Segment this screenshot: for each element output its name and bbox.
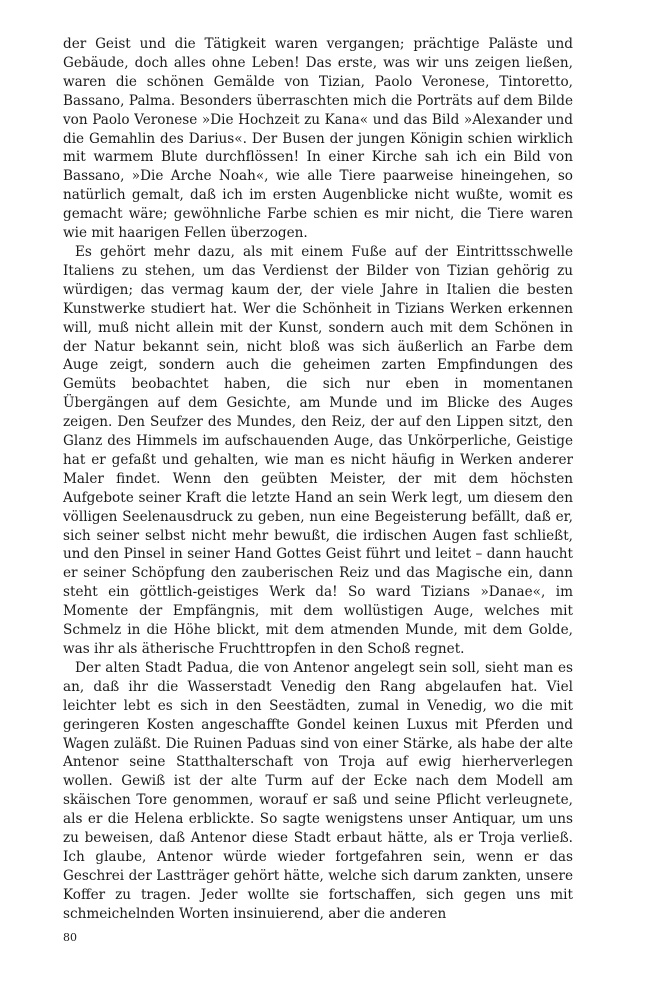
page-number: 80 bbox=[63, 931, 77, 944]
page-body bbox=[63, 35, 573, 924]
paragraph-1: der Geist und die Tätigkeit waren vergangen; prächtige Paläste und Gebäude, doch alles ohne Leben! Das erste, was wir uns zeigen ließen, waren die schönen Gemälde von Tizian, Paolo Veronese, Tintoretto, Bassano, Palma. Besonders überraschten mich die Porträts auf dem Bilde von Paolo Veronese »Die Hochzeit zu Kana« und das Bild »Alexander und die Gemahlin des Darius«. Der Busen der jungen Königin schien wirklich mit warmem Blute durchflössen! In einer Kirche sah ich ein Bild von Bassano, »Die Arche Noah«, wie alle Tiere paarweise hineingehen, so natürlich gemalt, daß ich im ersten Augenblicke nicht wußte, womit es gemacht wäre; gewöhnliche Farbe schien es mir nicht, die Tiere waren wie mit haarigen Fellen überzogen. bbox=[63, 36, 573, 242]
paragraph-2: Es gehört mehr dazu, als mit einem Fuße auf der Eintrittsschwelle Italiens zu stehen, um das Verdienst der Bilder von Tizian gehörig zu würdigen; das vermag kaum der, der viele Jahre in Italien die besten Kunstwerke studiert hat. Wer die Schönheit in Tizians Werken erkennen will, muß nicht allein mit der Kunst, sondern auch mit dem Schönen in der Natur bekannt sein, nicht bloß was sich äußerlich an Farbe dem Auge zeigt, sondern auch die geheimen zarten Empfindungen des Gemüts beobachtet haben, die sich nur eben in momentanen Übergängen auf dem Gesichte, am Munde und im Blicke des Auges zeigen. Den Seufzer des Mundes, den Reiz, der auf den Lippen sitzt, den Glanz des Himmels im aufschauenden Auge, das Unkörperliche, Geistige hat er gefaßt und gehalten, wie man es nicht häufig in Werken anderer Maler findet. Wenn den geübten Meister, der mit dem höchsten Aufgebote seiner Kraft die letzte Hand an sein Werk legt, um diesem den völligen Seelenausdruck zu geben, nun eine Begeisterung befällt, daß er, sich seiner selbst nicht mehr bewußt, die irdischen Augen fast schließt, und den Pinsel in seiner Hand Gottes Geist führt und leitet – dann haucht er seiner Schöpfung den zauberischen Reiz und das Magische ein, dann steht ein göttlich-geistiges Werk da! So ward Tizians »Danae«, im Momente der Empfängnis, mit dem wollüstigen Auge, welches mit Schmelz in die Höhe blickt, mit dem atmenden Munde, mit dem Golde, was ihr als ätherische Fruchttropfen in den Schoß regnet. bbox=[63, 243, 573, 657]
paragraph-3: Der alten Stadt Padua, die von Antenor angelegt sein soll, sieht man es an, daß ihr die Wasserstadt Venedig den Rang abgelaufen hat. Viel leichter lebt es sich in den Seestädten, zumal in Venedig, wo die mit geringeren Kosten angeschaffte Gondel keinen Luxus mit Pferden und Wagen zuläßt. Die Ruinen Paduas sind von einer Stärke, als habe der alte Antenor seine Statthalterschaft von Troja auf ewig hierherverlegen wollen. Gewiß ist der alte Turm auf der Ecke nach dem Modell am skäischen Tore genommen, worauf er saß und seine Pflicht verleugnete, als er die Helena erblickte. So sagte wenigstens unser Antiquar, um uns zu beweisen, daß Antenor diese Stadt erbaut hätte, als er Troja verließ. Ich glaube, Antenor würde wieder fortgefahren sein, wenn er das Geschrei der Lastträger gehört hätte, welche sich darum zankten, unsere Koffer zu tragen. Jeder wollte sie fortschaffen, sich gegen uns mit schmeichelnden Worten insinuierend, aber die anderen bbox=[63, 659, 573, 922]
